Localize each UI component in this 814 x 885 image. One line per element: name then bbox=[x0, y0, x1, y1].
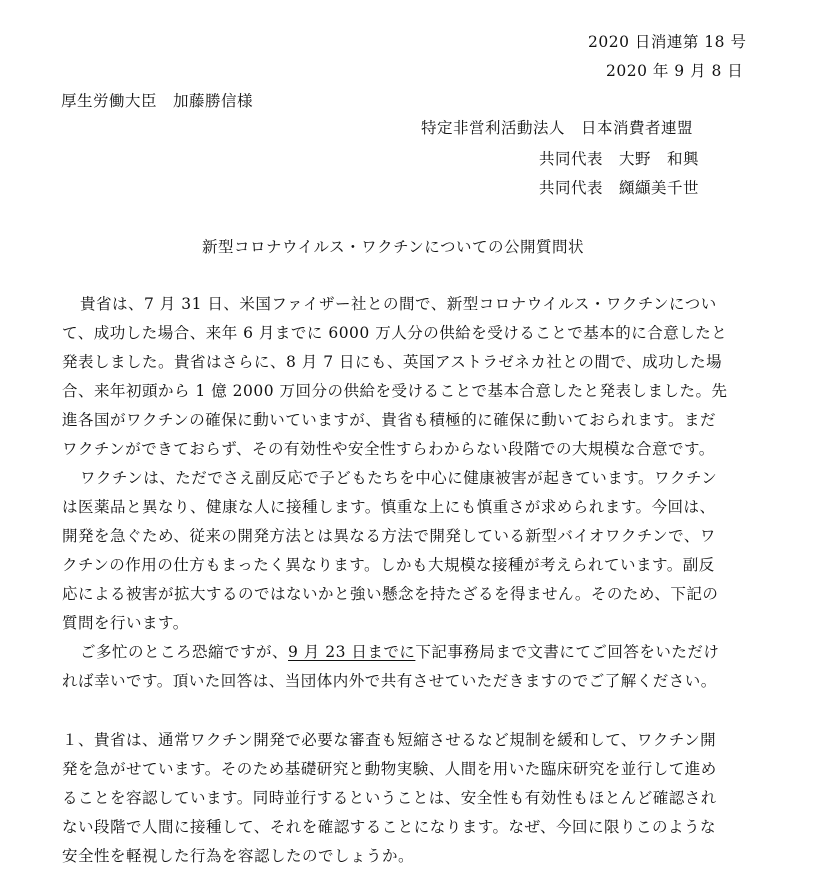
addressee: 厚生労働大臣 加藤勝信様 bbox=[61, 92, 254, 110]
paragraph-line: 発表しました。貴省はさらに、8 月 7 日にも、英国アストラゼネカ社との間で、成功した場 bbox=[62, 353, 723, 371]
paragraph-line: 合、来年初頭から 1 億 2000 万回分の供給を受けることで基本合意したと発表しました。先 bbox=[62, 382, 728, 400]
paragraph-line: ることを容認しています。同時並行するということは、安全性も有効性もほとんど確認され bbox=[62, 789, 717, 807]
paragraph-line: 開発を急ぐため、従来の開発方法とは異なる方法で開発している新型バイオワクチンで、ワ bbox=[62, 527, 716, 545]
co-representative-1: 共同代表 大野 和興 bbox=[539, 150, 700, 168]
paragraph-line: ワクチンができておらず、その有効性や安全性すらわからない段階での大規模な合意です。 bbox=[62, 440, 715, 458]
paragraph-line: 貴省は、7 月 31 日、米国ファイザー社との間で、新型コロナウイルス・ワクチンについ bbox=[80, 295, 717, 313]
document-number: 2020 日消連第 18 号 bbox=[588, 33, 747, 51]
paragraph-line: 安全性を軽視した行為を容認したのでしょうか。 bbox=[62, 847, 415, 865]
paragraph-line: 応による被害が拡大するのではないかと強い懸念を持たざるを得ません。そのため、下記の bbox=[62, 585, 719, 603]
paragraph-line: 質問を行います。 bbox=[62, 614, 189, 632]
paragraph-line: クチンの作用の仕方もまったく異なります。しかも大規模な接種が考えられています。副反 bbox=[62, 556, 715, 574]
paragraph-line: は医薬品と異なり、健康な人に接種します。慎重な上にも慎重さが求められます。今回は、 bbox=[62, 498, 716, 516]
co-representative-2: 共同代表 纐纈美千世 bbox=[539, 179, 700, 197]
paragraph-line: 発を急がせています。そのため基礎研究と動物実験、人間を用いた臨床研究を並行して進め bbox=[62, 760, 717, 778]
request-text: 下記事務局まで文書にてご回答をいただけ bbox=[415, 643, 720, 661]
answer-deadline: 9 月 23 日までに bbox=[288, 643, 416, 661]
document-date: 2020 年 9 月 8 日 bbox=[606, 62, 744, 80]
paragraph-line: て、成功した場合、来年 6 月までに 6000 万人分の供給を受けることで基本的に合意したと bbox=[62, 324, 728, 342]
paragraph-line bbox=[80, 641, 719, 663]
paragraph-line: ワクチンは、ただでさえ副反応で子どもたちを中心に健康被害が起きています。ワクチン bbox=[80, 469, 718, 487]
paragraph-line: 進各国がワクチンの確保に動いていますが、貴省も積極的に確保に動いておられます。まだ bbox=[62, 411, 716, 429]
sender-organization: 特定非営利活動法人 日本消費者連盟 bbox=[421, 119, 694, 137]
paragraph-line: れば幸いです。頂いた回答は、当団体内外で共有させていただきますのでご了解ください。 bbox=[62, 672, 717, 690]
document-title: 新型コロナウイルス・ワクチンについての公開質問状 bbox=[202, 238, 584, 256]
paragraph-line: １、貴省は、通常ワクチン開発で必要な審査も短縮させるなど規制を緩和して、ワクチン開 bbox=[62, 731, 717, 749]
paragraph-line: ない段階で人間に接種して、それを確認することになります。なぜ、今回に限りこのような bbox=[62, 818, 716, 836]
request-text: ご多忙のところ恐縮ですが、 bbox=[80, 643, 289, 661]
